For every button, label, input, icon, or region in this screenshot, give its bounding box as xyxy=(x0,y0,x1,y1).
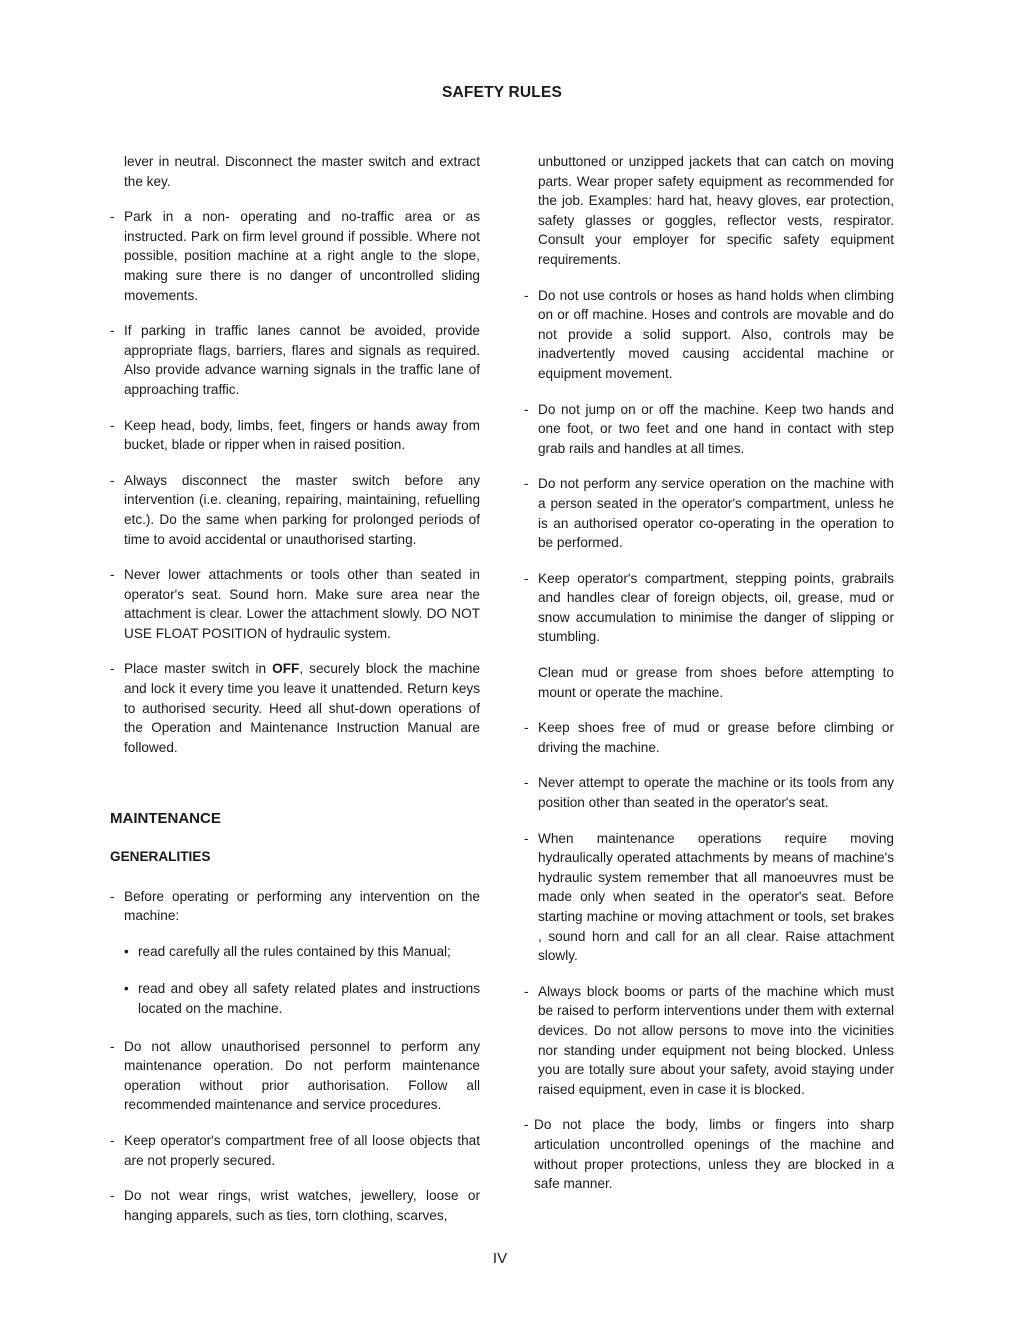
rule-item: - Do not jump on or off the machine. Keep two hands and one foot, or two feet and one hand in contact with step grab rails and handles at all times. xyxy=(524,401,894,456)
rule-item-master-switch: - Place master switch in OFF, securely block the machine and lock it every time you leave it unattended. Return keys to authorised security. Heed all shut-down operations of the Operation and Maintenance Instruction Manual are followed. xyxy=(110,661,480,755)
bullet-icon: • xyxy=(124,943,129,959)
clean-mud-paragraph: Clean mud or grease from shoes before attempting to mount or operate the machine. xyxy=(538,665,894,700)
left-intro-paragraph: lever in neutral. Disconnect the master switch and extract the key. xyxy=(124,154,480,189)
rule-item: - Never lower attachments or tools other than seated in operator's seat. Sound horn. Make sure area near the attachment is clear. Lower the attachment slowly. DO NOT USE FLOAT POSITION of hydraulic system. xyxy=(110,567,480,641)
bullet-item: • read and obey all safety related plates and instructions located on the machine. xyxy=(124,981,480,1016)
rule-item: - Keep shoes free of mud or grease before climbing or driving the machine. xyxy=(524,720,894,755)
rule-item: - Do not allow unauthorised personnel to perform any maintenance operation. Do not perform maintenance operation without prior authorisation. Follow all recommended maintenance and service procedures. xyxy=(110,1038,480,1113)
rule-item: - Before operating or performing any intervention on the machine: xyxy=(110,888,480,924)
rule-item: - Keep operator's compartment free of all loose objects that are not properly secured. xyxy=(110,1132,480,1168)
rule-item: - Keep head, body, limbs, feet, fingers or hands away from bucket, blade or ripper when in raised position. xyxy=(110,417,480,453)
rule-item: - Never attempt to operate the machine or its tools from any position other than seated in the operator's seat. xyxy=(524,775,894,811)
maintenance-heading: MAINTENANCE xyxy=(110,810,221,828)
off-emphasis: OFF xyxy=(272,661,300,677)
rule-item: - If parking in traffic lanes cannot be avoided, provide appropriate flags, barriers, flares and signals as required. Also provide advance warning signals in the traffic lane of approaching traffic. xyxy=(110,323,480,397)
rule-item: - Keep operator's compartment, stepping points, grabrails and handles clear of foreign objects, oil, grease, mud or snow accumulation to minimise the danger of slipping or stumbling. xyxy=(524,570,894,645)
rule-item: - Do not wear rings, wrist watches, jewellery, loose or hanging apparels, such as ties, torn clothing, scarves, xyxy=(110,1188,480,1223)
bullet-icon: • xyxy=(124,981,129,997)
rule-item: - Always block booms or parts of the machine which must be raised to perform interventions under them with external devices. Do not allow persons to move into the vicinities nor standing under equipment not being blocked. Unless you are totally sure about your safety, avoid staying under raised equipment, even in case it is blocked. xyxy=(524,983,894,1097)
bullet-item: • read carefully all the rules contained by this Manual; xyxy=(110,942,480,962)
rule-item: - Do not place the body, limbs or fingers into sharp articulation uncontrolled openings of the machine and without proper protections, unless they are blocked in a safe manner. xyxy=(524,1117,894,1192)
page-number: IV xyxy=(492,1250,508,1267)
rule-item: - Do not use controls or hoses as hand holds when climbing on or off machine. Hoses and controls are movable and do not provide a solid support. Also, controls may be inadvertently moved causing accidental machine or equipment movement. xyxy=(524,287,894,381)
page-title: SAFETY RULES xyxy=(441,84,563,101)
generalities-heading: GENERALITIES xyxy=(110,849,211,865)
rule-item: - When maintenance operations require moving hydraulically operated attachments by means of machine's hydraulic system remember that all manoeuvres must be made only when seated in the operator's seat. Before starting machine or moving attachment or tools, set brakes , sound horn and call for an all clear. Raise attachment slowly. xyxy=(524,830,894,964)
right-column xyxy=(524,152,894,1210)
rule-item: - Do not perform any service operation on the machine with a person seated in the operator's compartment, unless he is an authorised operator co-operating in the operation to be performed. xyxy=(524,476,894,551)
rule-item: - Park in a non- operating and no-traffic area or as instructed. Park on firm level ground if possible. Where not possible, position machine at a right angle to the slope, making sure there is no danger of uncontrolled sliding movements. xyxy=(110,209,480,303)
right-intro-paragraph: unbuttoned or unzipped jackets that can catch on moving parts. Wear proper safety equipment as recommended for the job. Examples: hard hat, heavy gloves, ear protection, safety glasses or goggles, reflector vests, respirator. Consult your employer for specific safety equipment requirements. xyxy=(538,154,894,267)
rule-item: - Always disconnect the master switch before any intervention (i.e. cleaning, repairing, maintaining, refuelling etc.). Do the same when parking for prolonged periods of time to avoid accidental or unauthorised starting. xyxy=(110,472,480,547)
left-column xyxy=(110,152,480,1241)
